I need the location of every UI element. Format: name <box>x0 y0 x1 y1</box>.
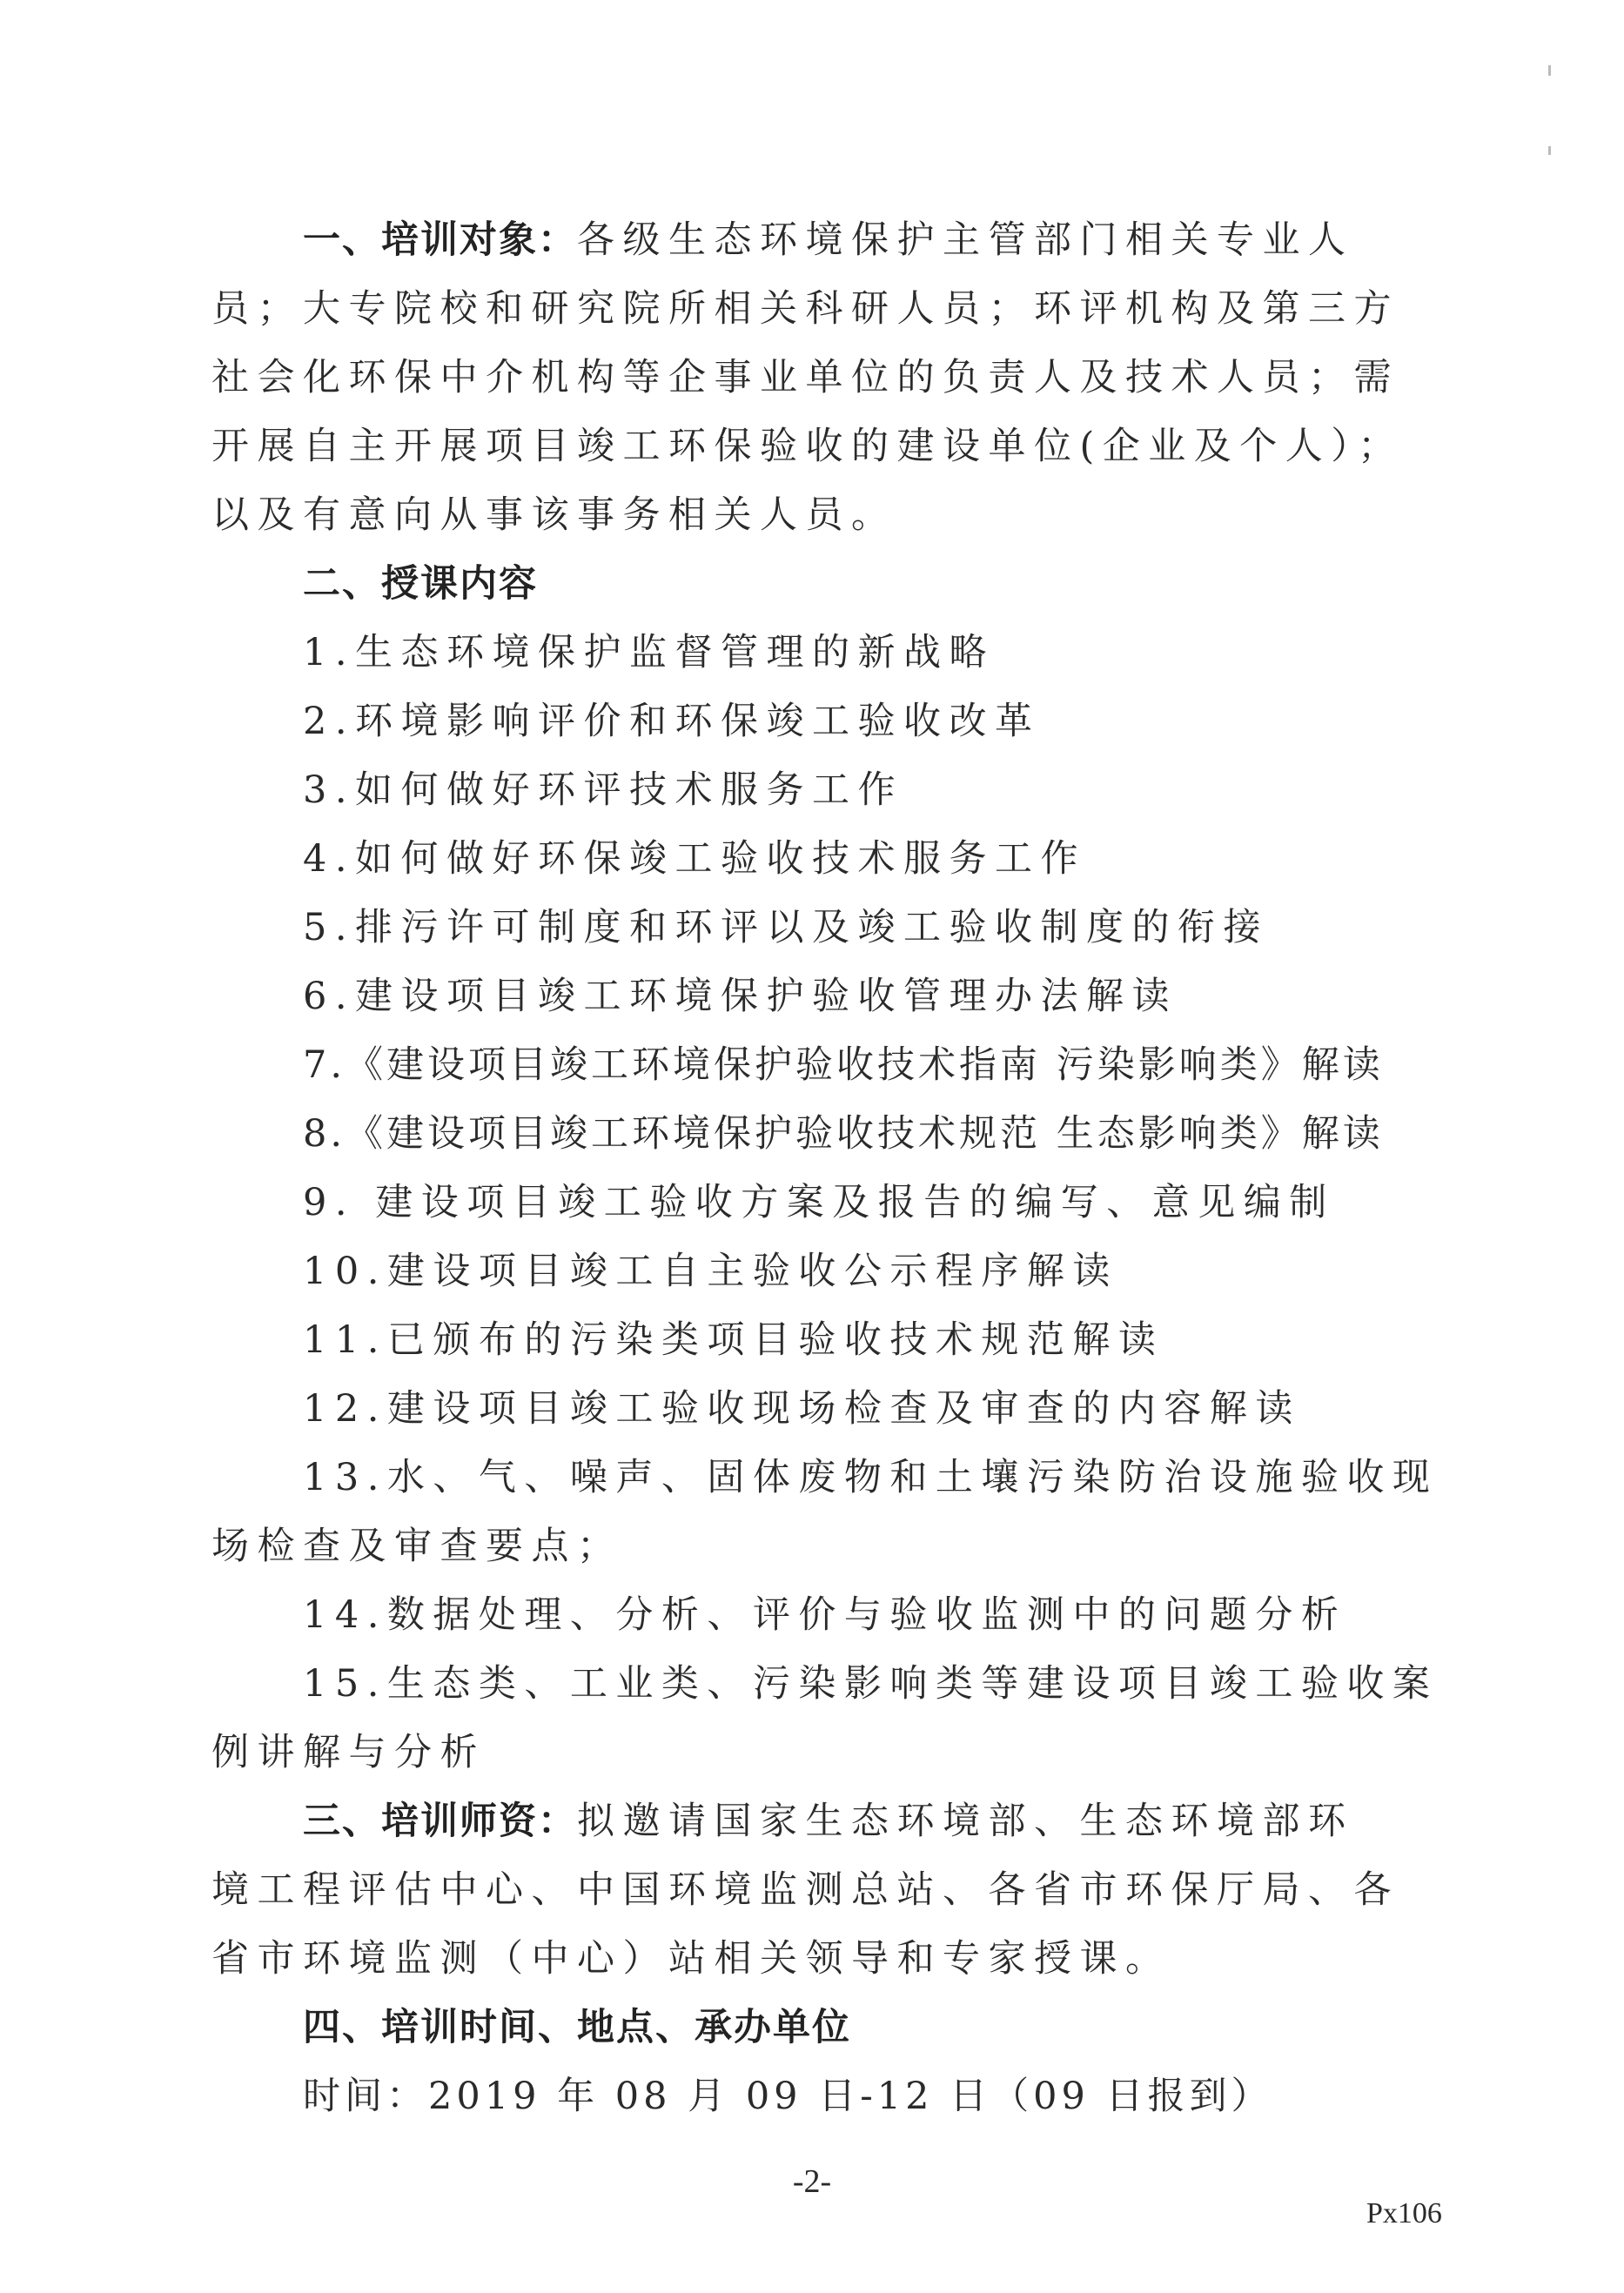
section1-line: 员；大专院校和研究院所相关科研人员；环评机构及第三方 <box>211 287 1399 331</box>
section3-heading: 三、培训师资： <box>303 1800 577 1843</box>
bates-number: Px106 <box>1366 2197 1442 2229</box>
section1-heading: 一、培训对象： <box>303 218 577 262</box>
list-item: 4.如何做好环保竣工验收技术服务工作 <box>303 837 1087 881</box>
list-item: 6.建设项目竣工环境保护验收管理办法解读 <box>303 975 1178 1018</box>
section3-line: 省市环境监测（中心）站相关领导和专家授课。 <box>211 1937 1171 1981</box>
list-item: 15.生态类、工业类、污染影响类等建设项目竣工验收案 <box>303 1662 1439 1706</box>
list-item-continuation: 例讲解与分析 <box>211 1731 486 1774</box>
section1-line: 开展自主开展项目竣工环保验收的建设单位(企业及个人）； <box>211 425 1404 468</box>
section4-heading: 四、培训时间、地点、承办单位 <box>303 2006 851 2049</box>
section3-line: 境工程评估中心、中国环境监测总站、各省市环保厅局、各 <box>211 1868 1399 1912</box>
scan-mark <box>1548 65 1551 76</box>
list-item: 3.如何做好环评技术服务工作 <box>303 768 904 812</box>
list-item: 8.《建设项目竣工环境保护验收技术规范 生态影响类》解读 <box>303 1112 1384 1156</box>
list-item: 14.数据处理、分析、评价与验收监测中的问题分析 <box>303 1593 1347 1637</box>
list-item-continuation: 场检查及审查要点； <box>211 1525 623 1568</box>
list-item: 12.建设项目竣工验收现场检查及审查的内容解读 <box>303 1387 1301 1431</box>
list-item: 9. 建设项目竣工验收方案及报告的编写、意见编制 <box>303 1181 1335 1224</box>
section2-heading: 二、授课内容 <box>303 562 538 606</box>
section1-line: 社会化环保中介机构等企事业单位的负责人及技术人员；需 <box>211 356 1399 399</box>
scan-mark <box>1548 146 1551 155</box>
section1-first-line <box>303 206 1444 275</box>
section1-line: 各级生态环境保护主管部门相关专业人 <box>577 218 1354 262</box>
list-item: 5.排污许可制度和环评以及竣工验收制度的衔接 <box>303 906 1270 949</box>
list-item: 7.《建设项目竣工环境保护验收技术指南 污染影响类》解读 <box>303 1043 1384 1087</box>
training-time: 时间：2019 年 08 月 09 日-12 日（09 日报到） <box>303 2075 1273 2118</box>
section1-line: 以及有意向从事该事务相关人员。 <box>211 493 897 537</box>
list-item: 2.环境影响评价和环保竣工验收改革 <box>303 700 1041 743</box>
page-number: -2- <box>792 2163 832 2200</box>
section3-first-line <box>303 1787 1444 1856</box>
list-item: 13.水、气、噪声、固体废物和土壤污染防治设施验收现 <box>303 1456 1439 1499</box>
section3-line: 拟邀请国家生态环境部、生态环境部环 <box>577 1800 1354 1843</box>
list-item: 11.已颁布的污染类项目验收技术规范解读 <box>303 1318 1164 1362</box>
list-item: 10.建设项目竣工自主验收公示程序解读 <box>303 1250 1118 1293</box>
list-item: 1.生态环境保护监督管理的新战略 <box>303 631 996 674</box>
